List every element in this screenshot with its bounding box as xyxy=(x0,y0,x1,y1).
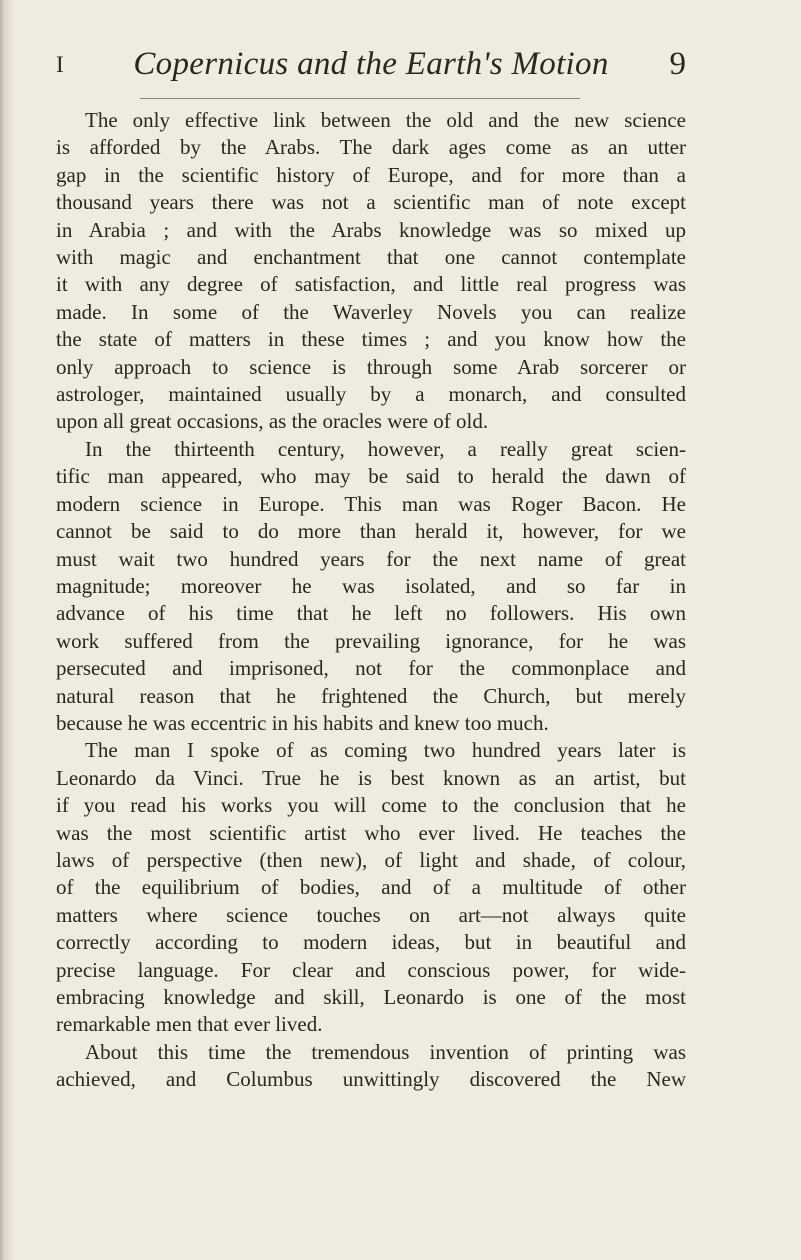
text-line: was the most scientific artist who ever lived. He teaches the xyxy=(56,820,686,845)
text-line: The only effective link between the old and the new science xyxy=(85,108,686,132)
text-line: only approach to science is through some Arab sorcerer or xyxy=(56,354,686,379)
text-line: natural reason that he frightened the Church, but merely xyxy=(56,683,686,708)
text-line: laws of perspective (then new), of light and shade, of colour, xyxy=(56,847,686,872)
text-line: precise language. For clear and conscious power, for wide- xyxy=(56,957,686,982)
text-line: thousand years there was not a scientific man of note except xyxy=(56,190,686,215)
text-line: made. In some of the Waverley Novels you can realize xyxy=(56,299,686,324)
paragraph xyxy=(56,107,686,436)
text-line: correctly according to modern ideas, but in beautiful and xyxy=(56,930,686,955)
text-line: because he was eccentric in his habits and knew too much. xyxy=(56,710,549,735)
text-line: In the thirteenth century, however, a really great scien- xyxy=(85,436,686,461)
text-line: work suffered from the prevailing ignorance, for he was xyxy=(56,628,686,653)
text-line: is afforded by the Arabs. The dark ages come as an utter xyxy=(56,135,686,160)
text-line: remarkable men that ever lived. xyxy=(56,1012,323,1037)
page-number: 9 xyxy=(669,46,686,82)
text-line: of the equilibrium of bodies, and of a multitude of other xyxy=(56,875,686,900)
text-line: modern science in Europe. This man was Roger Bacon. He xyxy=(56,491,686,516)
text-line: in Arabia ; and with the Arabs knowledge was so mixed up xyxy=(56,217,686,242)
text-line: gap in the scientific history of Europe, and for more than a xyxy=(56,162,686,187)
paragraph xyxy=(56,436,686,737)
text-line: must wait two hundred years for the next name of great xyxy=(56,546,686,571)
text-line: magnitude; moreover he was isolated, and so far in xyxy=(56,573,686,598)
header-rule xyxy=(140,98,580,99)
paragraph xyxy=(56,1039,686,1094)
text-line: tific man appeared, who may be said to herald the dawn of xyxy=(56,464,686,489)
text-line: achieved, and Columbus unwittingly discovered the New xyxy=(56,1067,686,1092)
body-text xyxy=(56,107,686,1094)
page-header xyxy=(56,46,686,96)
text-line: advance of his time that he left no followers. His own xyxy=(56,601,686,626)
running-title: Copernicus and the Earth's Motion xyxy=(133,46,609,82)
text-line: embracing knowledge and skill, Leonardo is one of the most xyxy=(56,985,686,1009)
text-line: About this time the tremendous invention of printing was xyxy=(85,1039,686,1064)
text-line: the state of matters in these times ; and you know how the xyxy=(56,327,686,352)
text-line: astrologer, maintained usually by a monarch, and consulted xyxy=(56,382,686,407)
text-line: The man I spoke of as coming two hundred years later is xyxy=(85,738,686,763)
text-line: if you read his works you will come to the conclusion that he xyxy=(56,793,686,818)
text-line: cannot be said to do more than herald it, however, for we xyxy=(56,519,686,544)
signature-mark: I xyxy=(56,52,64,77)
text-line: with magic and enchantment that one cannot contemplate xyxy=(56,245,686,270)
text-line: upon all great occasions, as the oracles were of old. xyxy=(56,409,489,434)
text-line: persecuted and imprisoned, not for the commonplace and xyxy=(56,656,686,681)
text-line: matters where science touches on art—not always quite xyxy=(56,902,686,927)
paragraph xyxy=(56,737,686,1038)
text-line: it with any degree of satisfaction, and little real progress was xyxy=(56,272,686,297)
text-line: Leonardo da Vinci. True he is best known as an artist, but xyxy=(56,765,686,790)
